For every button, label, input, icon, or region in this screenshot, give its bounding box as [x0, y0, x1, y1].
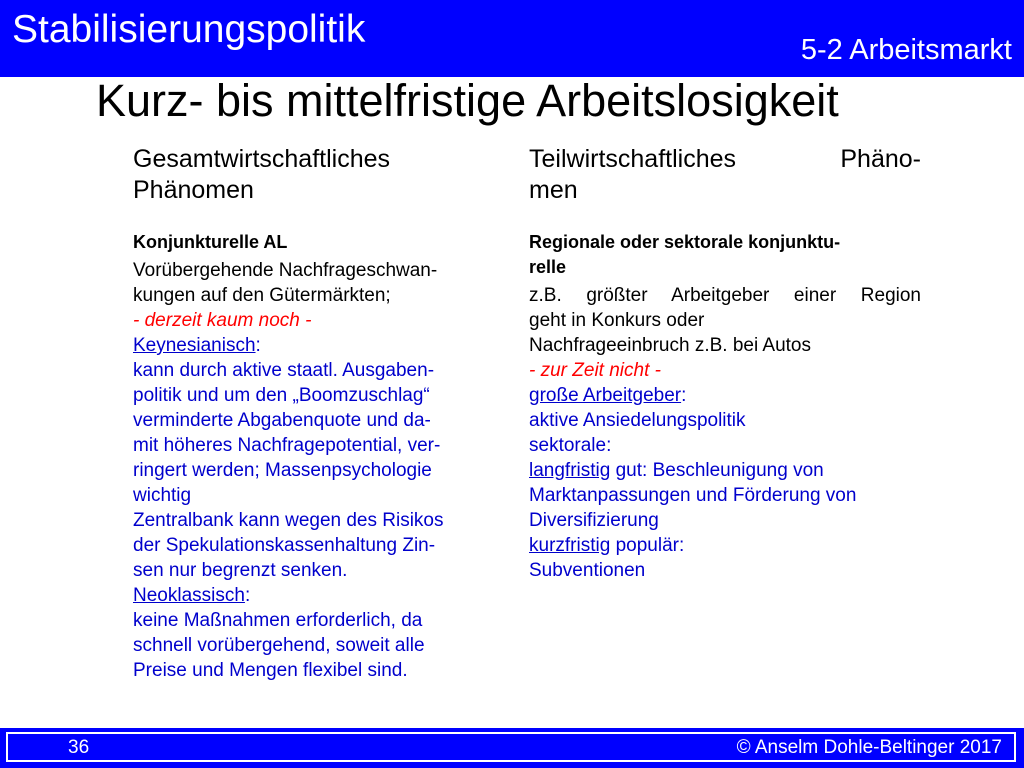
- text-line: mit höheres Nachfragepotential, ver-: [133, 435, 441, 456]
- right-column-body: [529, 283, 921, 583]
- keyword-keynesianisch: Keynesianisch: [133, 335, 256, 356]
- page-number: 36: [68, 737, 90, 758]
- text-line: geht in Konkurs oder: [529, 310, 705, 331]
- text-line: [529, 533, 921, 558]
- keyword-langfristig: langfristig: [529, 460, 611, 481]
- header-bar: [0, 0, 1024, 77]
- text-line: [133, 333, 493, 358]
- text-line: keine Maßnahmen erforderlich, da: [133, 610, 423, 631]
- copyright-notice: © Anselm Dohle-Beltinger 2017: [736, 737, 1002, 758]
- text-line-highlight: - zur Zeit nicht -: [529, 360, 661, 381]
- text-line: [133, 583, 493, 608]
- text-fragment: :: [244, 585, 251, 606]
- text-line-highlight: - derzeit kaum noch -: [133, 310, 312, 331]
- right-column-subheading: [529, 230, 921, 280]
- text-line: aktive Ansiedelungspolitik: [529, 410, 746, 431]
- left-column-subheading: Konjunkturelle AL: [133, 232, 288, 252]
- keyword-kurzfristig: kurzfristig: [529, 535, 611, 556]
- text-line: [529, 458, 921, 483]
- slide-title: Kurz- bis mittelfristige Arbeitslosigkeit: [96, 75, 839, 126]
- text-fragment: :: [255, 335, 261, 356]
- text-fragment: gut: Beschleunigung von: [610, 460, 824, 481]
- text-line: wichtig: [133, 485, 192, 506]
- course-title: Stabilisierungspolitik: [12, 8, 366, 51]
- keyword-grosse-arbeitgeber: große Arbeitgeber: [529, 385, 682, 406]
- text-line: verminderte Abgabenquote und da-: [133, 410, 431, 431]
- text-line: ringert werden; Massenpsychologie: [133, 460, 432, 481]
- text-line: Nachfrageeinbruch z.B. bei Autos: [529, 335, 812, 356]
- right-heading-line: men: [529, 176, 578, 204]
- text-line: sektorale:: [529, 435, 612, 456]
- text-line: z.B. größter Arbeitgeber einer Region: [529, 285, 921, 306]
- text-line: Zentralbank kann wegen des Risikos: [133, 510, 444, 531]
- text-line: politik und um den „Boomzuschlag“: [133, 385, 430, 406]
- keyword-neoklassisch: Neoklassisch: [133, 585, 245, 606]
- left-column-heading: [133, 144, 493, 206]
- left-heading-line: Phänomen: [133, 176, 254, 204]
- left-column: [133, 144, 493, 683]
- text-fragment: populär:: [610, 535, 685, 556]
- right-column-heading: [529, 144, 921, 206]
- subheading-line: relle: [529, 257, 567, 277]
- subheading-line: Regionale oder sektorale konjunktu-: [529, 232, 841, 252]
- footer-frame: [6, 732, 1016, 762]
- text-line: der Spekulationskassenhaltung Zin-: [133, 535, 436, 556]
- chapter-label: 5-2 Arbeitsmarkt: [800, 34, 1012, 66]
- left-column-body: [133, 258, 493, 683]
- text-line: Preise und Mengen flexibel sind.: [133, 660, 408, 681]
- text-line: Vorübergehende Nachfrageschwan-: [133, 260, 438, 281]
- text-line: Subventionen: [529, 560, 646, 581]
- text-line: schnell vorübergehend, soweit alle: [133, 635, 425, 656]
- text-fragment: :: [681, 385, 687, 406]
- text-line: [529, 383, 921, 408]
- left-heading-line: Gesamtwirtschaftliches: [133, 145, 391, 173]
- text-line: sen nur begrenzt senken.: [133, 560, 348, 581]
- text-line: kungen auf den Gütermärkten;: [133, 285, 391, 306]
- right-column: [529, 144, 921, 583]
- right-heading-line: Teilwirtschaftliches Phäno-: [529, 145, 921, 173]
- text-line: kann durch aktive staatl. Ausgaben-: [133, 360, 435, 381]
- text-line: Marktanpassungen und Förderung von: [529, 485, 857, 506]
- footer-bar: [0, 728, 1024, 768]
- text-line: Diversifizierung: [529, 510, 659, 531]
